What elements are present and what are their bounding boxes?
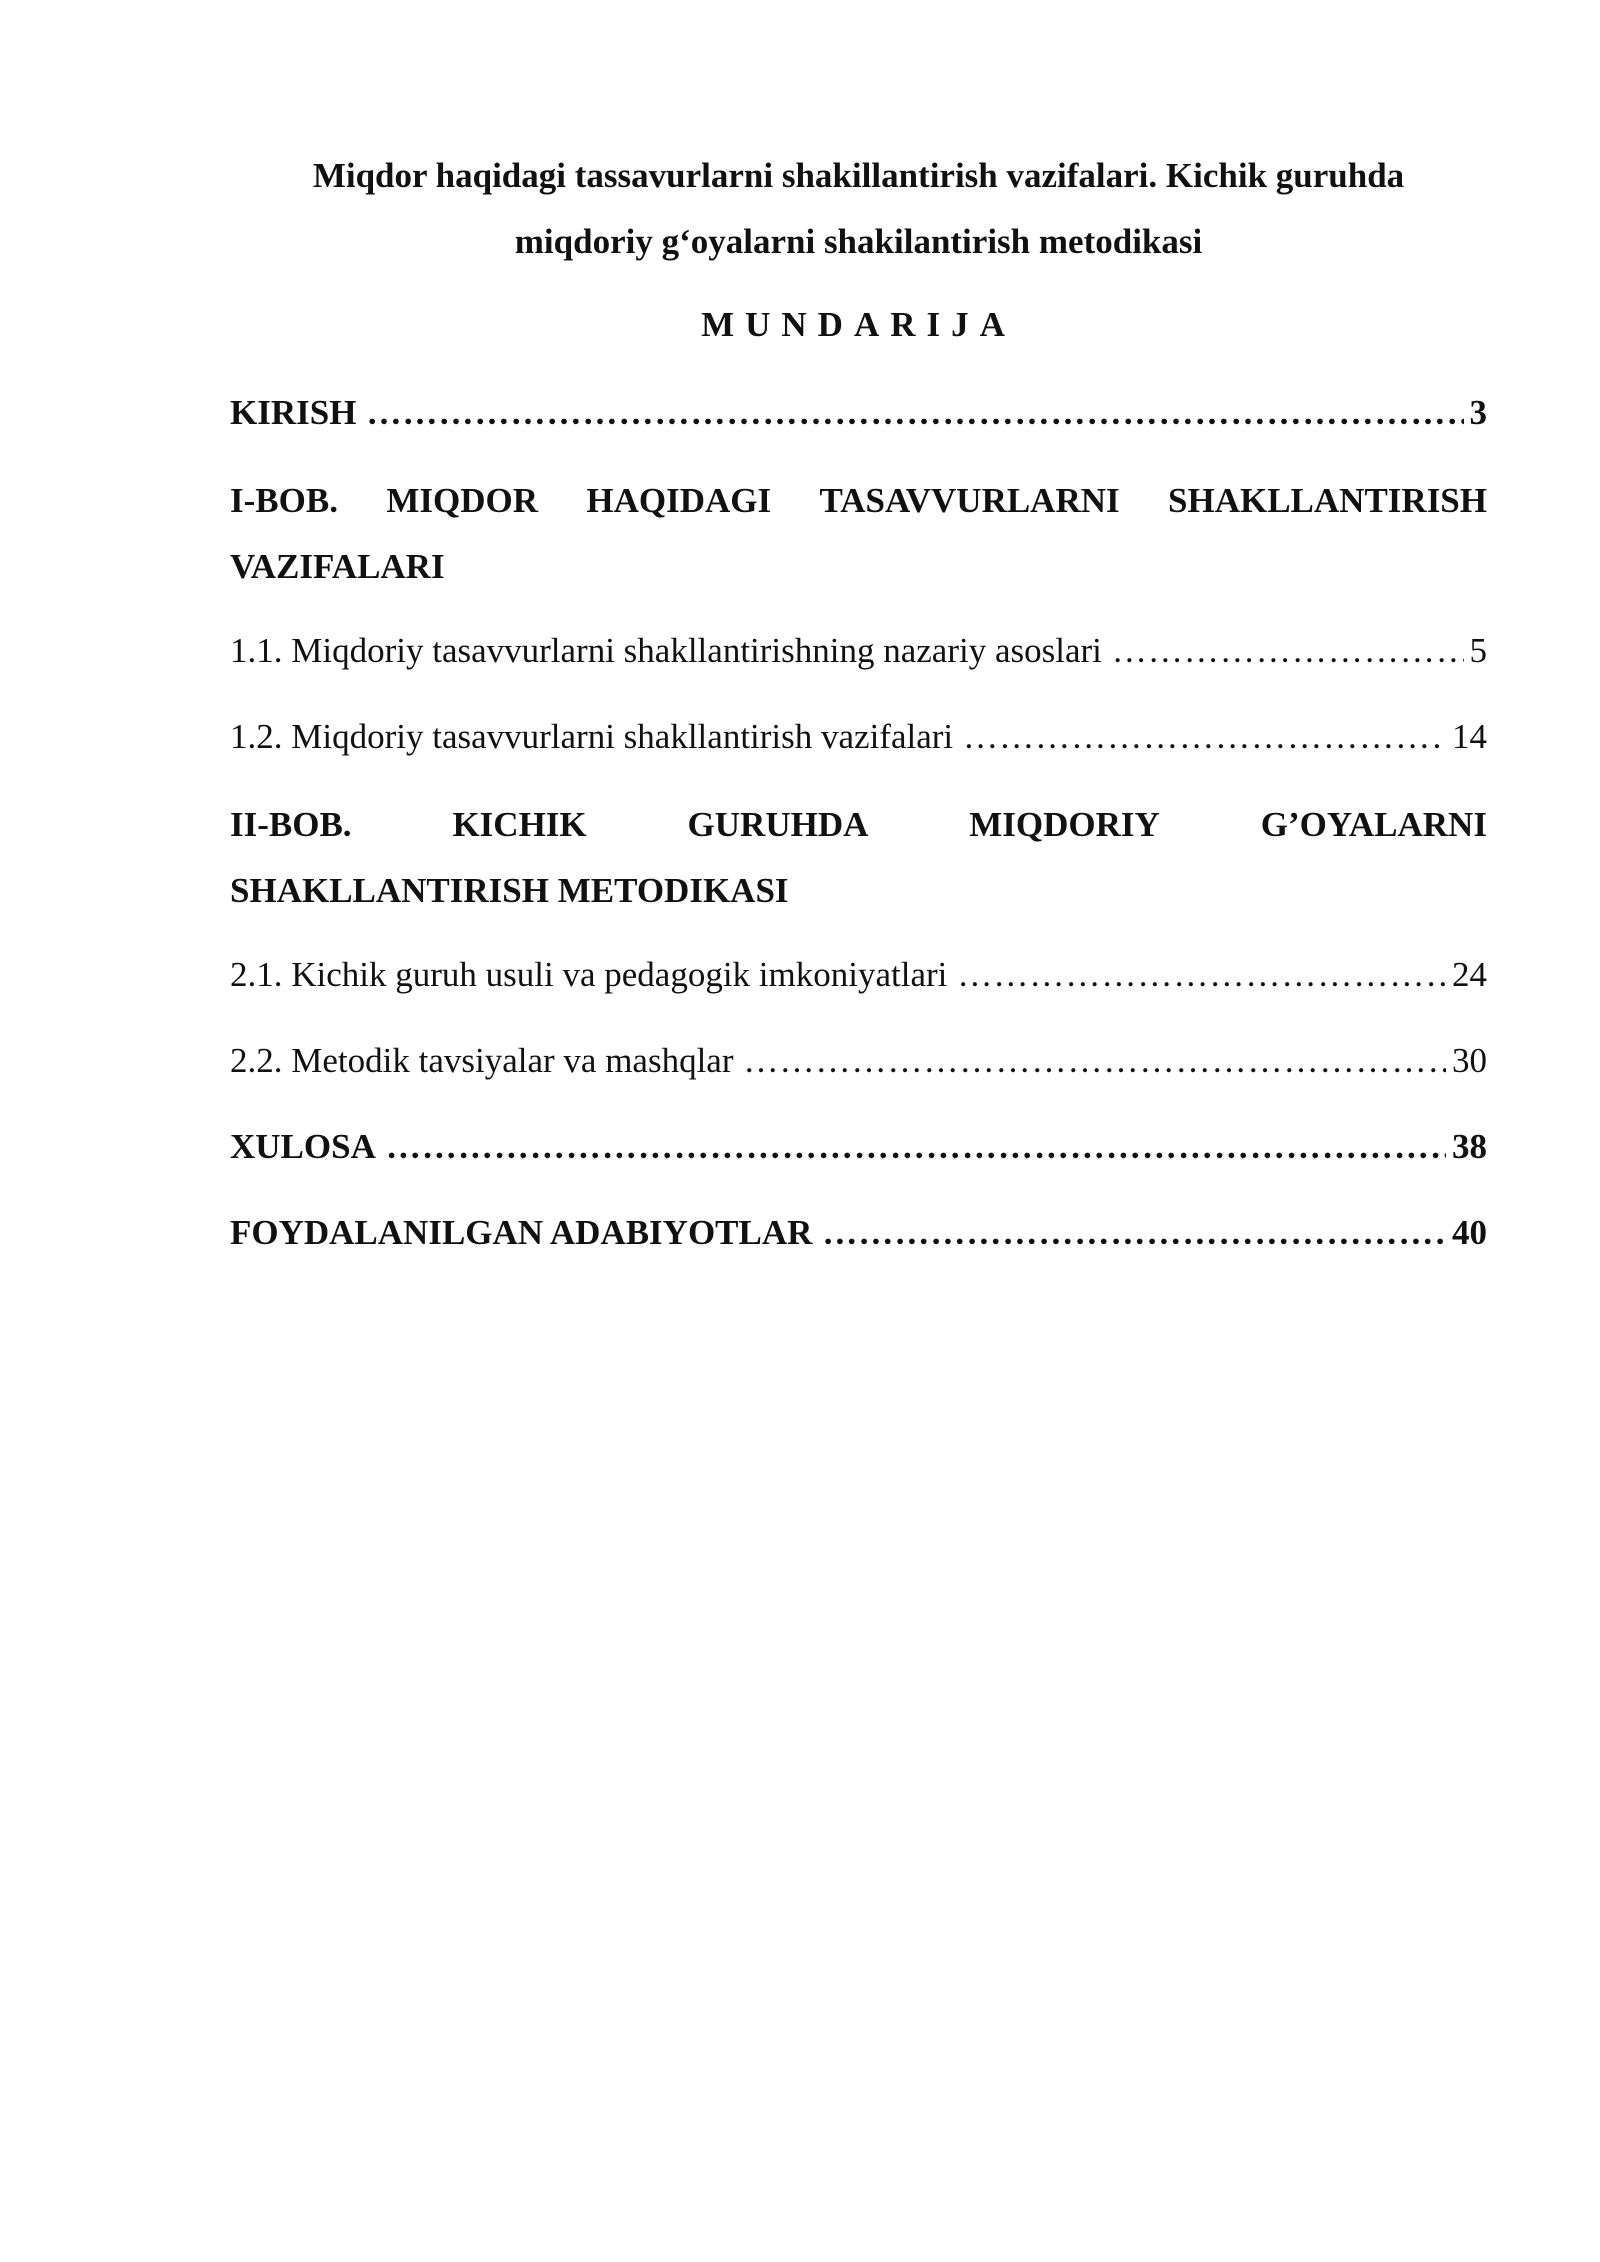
toc-page-number: 40 (1452, 1213, 1487, 1252)
chapter-1-heading-line-2: VAZIFALARI (230, 547, 445, 586)
toc-page-number: 5 (1469, 631, 1487, 670)
toc-leader-dots (963, 712, 1446, 762)
chapter-1-word: TASAVVURLARNI (819, 481, 1120, 520)
chapter-1-heading-line-1 (230, 468, 1487, 534)
chapter-1-word: MIQDOR (386, 481, 538, 520)
toc-entry-label: KIRISH (230, 393, 357, 432)
toc-entry-label: 1.1. Miqdoriy tasavvurlarni shakllantirishning nazariy asoslari (230, 631, 1102, 670)
toc-entry-chapter-1[interactable] (230, 468, 1487, 600)
toc-entry-label: 2.2. Metodik tavsiyalar va mashqlar (230, 1041, 734, 1080)
chapter-1-word: I-BOB. (230, 481, 338, 520)
toc-page-number: 38 (1452, 1127, 1487, 1166)
toc-leader-dots (366, 388, 1463, 438)
toc-leader-dots (743, 1036, 1446, 1086)
chapter-2-word: GURUHDA (687, 805, 869, 844)
toc-entry-section-2-2[interactable] (230, 1036, 1487, 1086)
chapter-2-word: II-BOB. (230, 805, 352, 844)
toc-entry-section-2-1[interactable] (230, 950, 1487, 1000)
toc-entry-section-1-1[interactable] (230, 626, 1487, 676)
toc-entry-section-1-2[interactable] (230, 712, 1487, 762)
chapter-2-word: MIQDORIY (969, 805, 1160, 844)
toc-leader-dots (1112, 626, 1464, 676)
toc-entry-chapter-2[interactable] (230, 792, 1487, 924)
toc-entry-conclusion[interactable] (230, 1122, 1487, 1172)
chapter-2-word: KICHIK (452, 805, 587, 844)
title-line-2: miqdoriy g‘oyalarni shakilantirish metodikasi (514, 222, 1203, 261)
toc-page-number: 14 (1452, 717, 1487, 756)
toc-entry-intro[interactable] (230, 388, 1487, 438)
toc-entry-label: FOYDALANILGAN ADABIYOTLAR (230, 1213, 813, 1252)
toc-leader-dots (386, 1122, 1446, 1172)
chapter-1-word: HAQIDAGI (586, 481, 772, 520)
toc-leader-dots (822, 1208, 1446, 1258)
toc-entry-label: 1.2. Miqdoriy tasavvurlarni shakllantirish vazifalari (230, 717, 954, 756)
title-line-1: Miqdor haqidagi tassavurlarni shakillantirish vazifalari. Kichik guruhda (312, 156, 1405, 195)
toc-entry-label: 2.1. Kichik guruh usuli va pedagogik imkoniyatlari (230, 955, 948, 994)
toc-page-number: 3 (1469, 393, 1487, 432)
chapter-2-heading-line-1 (230, 792, 1487, 858)
chapter-2-heading-line-2: SHAKLLANTIRISH METODIKASI (230, 871, 789, 910)
toc-entry-label: XULOSA (230, 1127, 376, 1166)
toc-page-number: 30 (1452, 1041, 1487, 1080)
chapter-2-word: G’OYALARNI (1260, 805, 1487, 844)
document-title (230, 143, 1487, 275)
contents-heading: MUNDARIJA (701, 305, 1016, 344)
toc-entry-references[interactable] (230, 1208, 1487, 1258)
toc-leader-dots (957, 950, 1446, 1000)
toc-page-number: 24 (1452, 955, 1487, 994)
chapter-1-word: SHAKLLANTIRISH (1168, 481, 1487, 520)
